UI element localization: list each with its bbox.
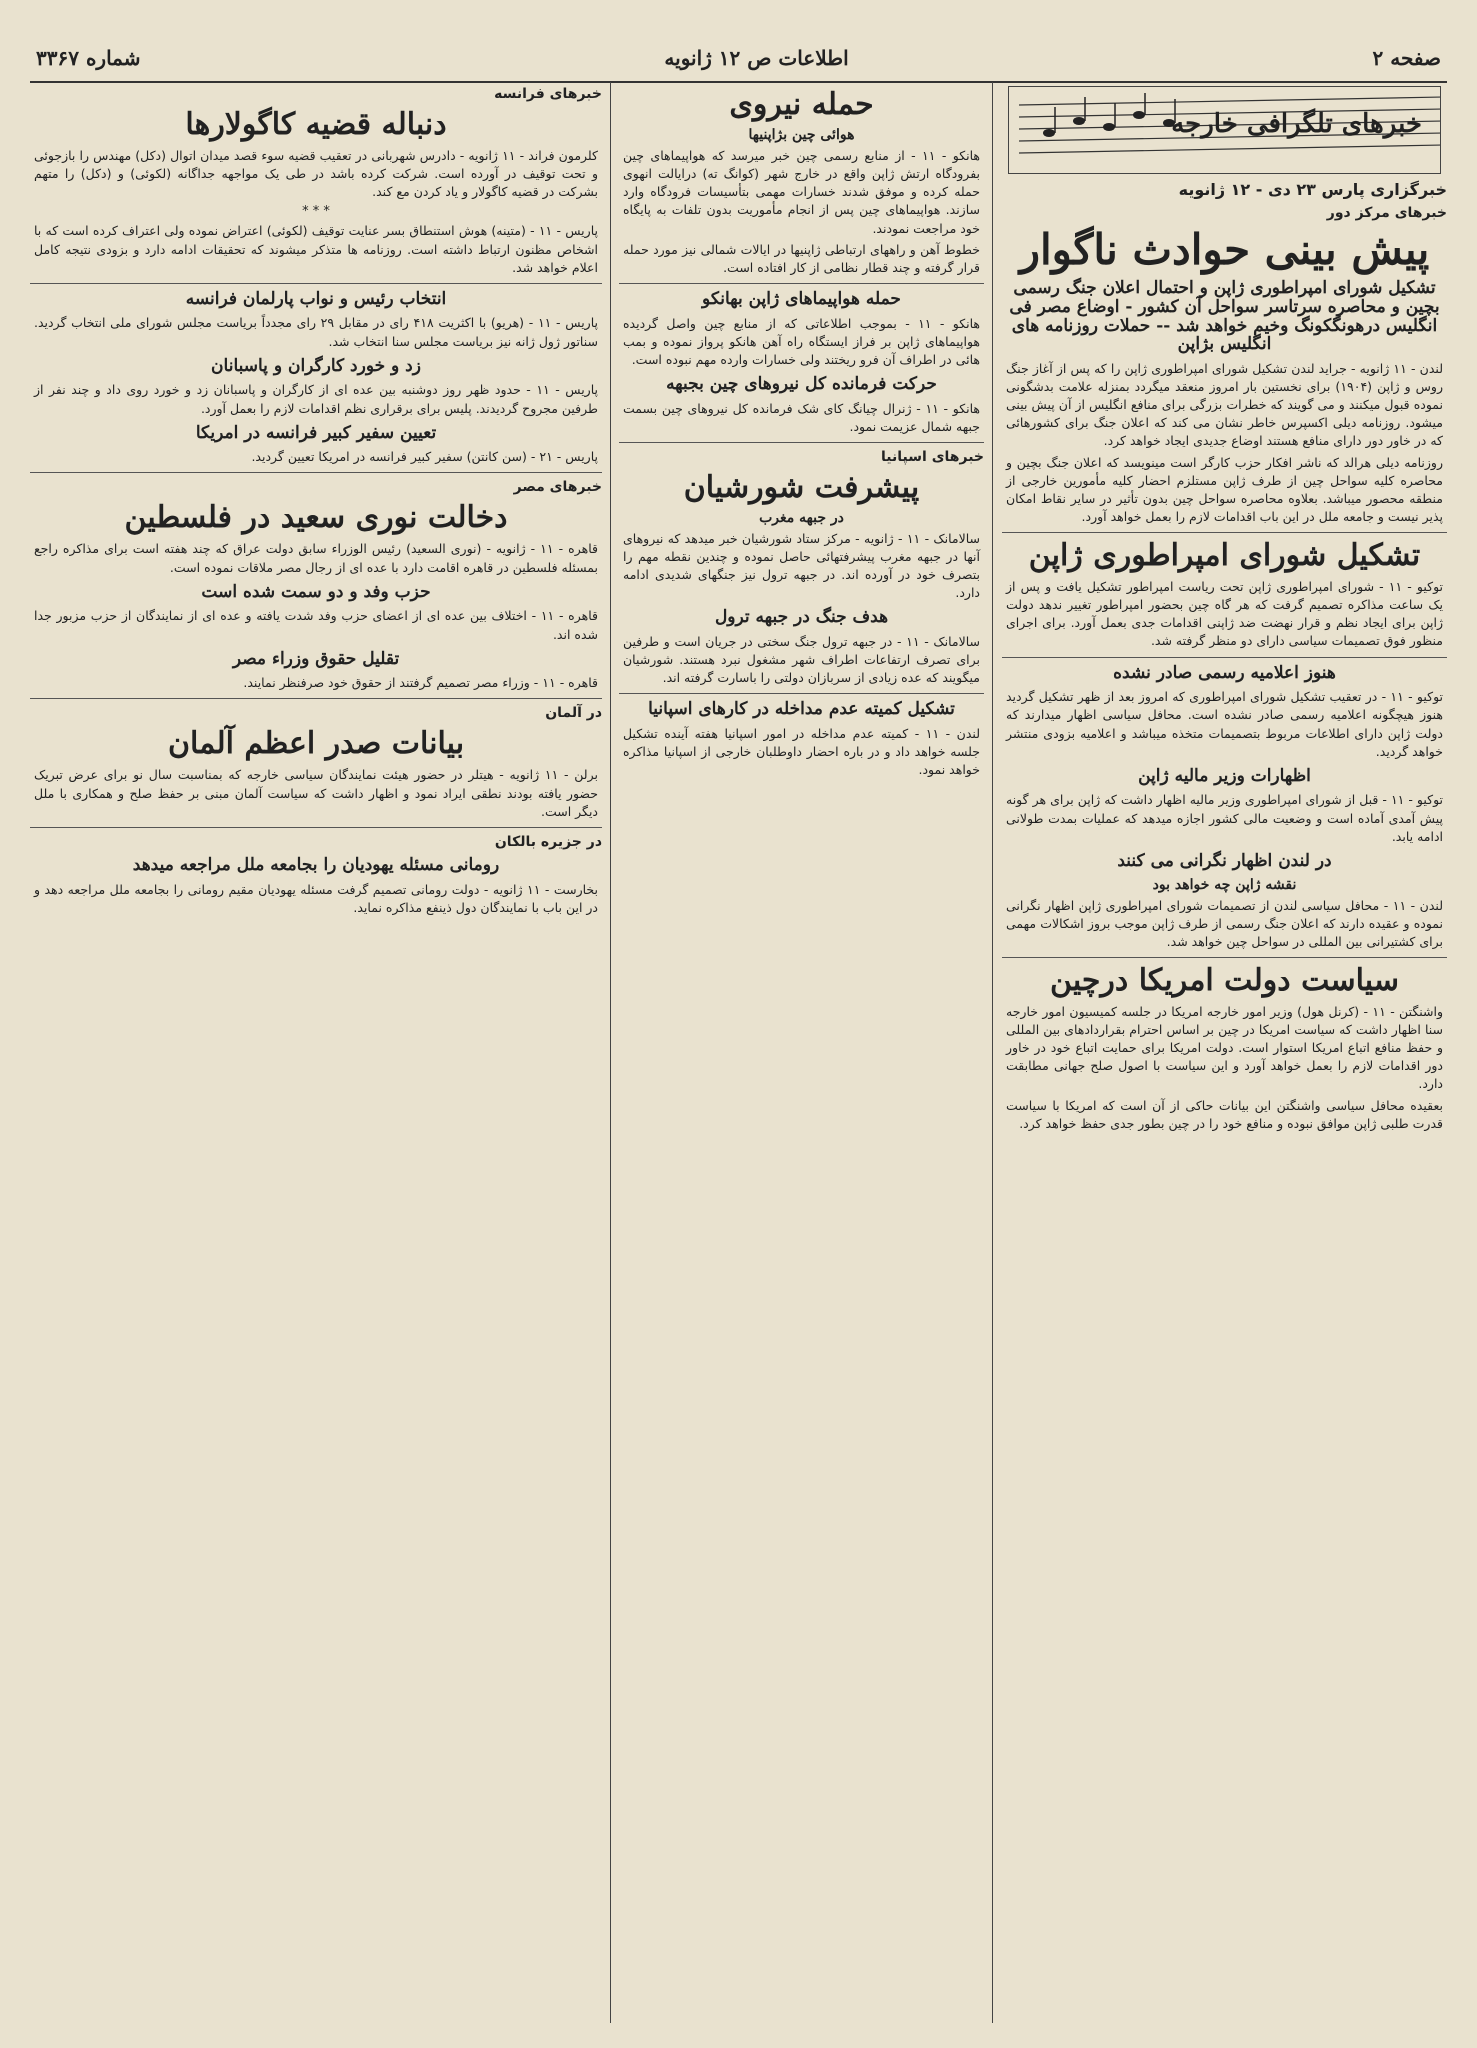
article-body: هانکو - ۱۱ - ژنرال چیانگ کای شک فرمانده کل نیروهای چین بسمت جبهه شمال عزیمت نمود.	[623, 400, 980, 434]
headline-main: دنباله قضیه کاگولارها	[185, 107, 447, 142]
article-body: پاریس - ۱۱ - حدود ظهر روز دوشنبه بین عده ای از کارگران و پاسبانان زد و خورد روی داد و چند نفر از طرفین مجروح گردیدند. پلیس برای برقراری نظم اقدامات لازم را بعمل آورد.	[34, 382, 598, 416]
headline: تقلیل حقوق وزراء مصر	[232, 648, 400, 669]
headline: هنوز اعلامیه رسمی صادر نشده	[1113, 662, 1336, 683]
divider	[619, 283, 984, 284]
article-body: هانکو - ۱۱ - بموجب اطلاعاتی که از منابع چین واصل گردیده هواپیماهای ژاپن بر فراز ایستگاه راه آهن هانکو پرواز نموده و بمب هائی در اطراف آن فرو ریختند ولی خسارات وارده مهم نبوده است.	[623, 315, 980, 367]
article-body: واشنگتن - ۱۱ - (کرنل هول) وزیر امور خارجه امریکا در جلسه کمیسیون امور خارجه سنا اظهار داشت که سیاست امریکا در چین بر اساس احترام بقراردادهای بین المللی و حفظ منافع اتباع امریکا استوار است. دولت امریکا برای حمایت اتباع خود در خاور دور اقدامات لازم را بعمل خواهد آورد و این سیاست با اصول صلح جهانی مطابقت دارد.	[1006, 1003, 1444, 1092]
headline: حزب وفد و دو سمت شده است	[201, 581, 431, 602]
section-label: خبرهای فرانسه	[494, 86, 602, 102]
article-body: پاریس - ۲۱ - (سن کانتن) سفیر کبیر فرانسه در امریکا تعیین گردید.	[251, 449, 598, 465]
column-rule-right	[992, 82, 993, 2023]
paper-date: اطلاعات ص ۱۲ ژانویه	[664, 46, 849, 70]
headline: در لندن اظهار نگرانی می کنند	[1117, 850, 1332, 871]
divider	[619, 442, 984, 443]
column-left	[30, 82, 602, 2023]
article-body: بعقیده محافل سیاسی واشنگتن این بیانات حاکی از آن است که امریکا با سیاست قدرت طلبی ژاپن موافق نبوده و منافع خود را در چین بطور جدی حفظ خواهد کرد.	[1006, 1097, 1443, 1131]
article-body: توکیو - ۱۱ - شورای امپراطوری ژاپن تحت ریاست امپراطور تشکیل یافت و پس از یک ساعت مذاکره تصمیم گرفت که هر گاه چین بحضور امپراطور تغییر ندهد دولت ژاپن برای ایجاد نظم و قرار نهضت ضد ژاپنی اقدامات جدی بعمل آورد. برای اجرای منظور فوق تصمیمات سیاسی دارای دو منظر گرفته شد.	[1006, 579, 1444, 649]
article-body: قاهره - ۱۱ - اختلاف بین عده ای از اعضای حزب وفد شدت یافته و عده ای از نمایندگان از حزب مزبور جدا شده اند.	[34, 608, 599, 642]
article-body: لندن - ۱۱ - محافل سیاسی لندن از تصمیمات شورای امپراطوری ژاپن اظهار نگرانی نموده و عقیده دارند که اعلان جنگ رسمی از طرف ژاپن موجب بروز اشکالات مهمی برای کشتیرانی بین المللی در سواحل چین خواهد شد.	[1006, 897, 1443, 949]
section-label: در آلمان	[545, 705, 602, 722]
issue-number: شماره ۳۳۶۷	[36, 46, 141, 70]
headline-sub: نقشه ژاپن چه خواهد بود	[1152, 876, 1297, 893]
page-number: صفحه ۲	[1372, 46, 1441, 70]
headline-main: پیش بینی حوادث ناگوار	[1019, 225, 1430, 274]
headline: دخالت نوری سعید در فلسطین	[124, 500, 508, 536]
section-label: خبرهای اسپانیا	[881, 448, 984, 465]
article-body: توکیو - ۱۱ - قبل از شورای امپراطوری وزیر مالیه اظهار داشت که ژاپن برای هر گونه پیش آمدی آماده است و وضعیت مالی کشور اجازه میدهد که عملیات بمدت طولانی ادامه یابد.	[1006, 792, 1444, 844]
masthead	[30, 35, 1447, 83]
article-body: سالامانک - ۱۱ - ژانویه - مرکز ستاد شورشیان خبر میدهد که نیروهای آنها در جبهه مغرب پیشرفتهائی حاصل نموده و چندین نقطه مهم را بتصرف خود در آورده اند. در جبهه ترول نیز جنگهای شدیدی ادامه دارد.	[623, 530, 981, 601]
headline-sub: هوائی چین بژاپنیها	[748, 127, 855, 143]
article-body: پاریس - ۱۱ - (هریو) با اکثریت ۴۱۸ رای در مقابل ۲۹ رای مجدداً بریاست مجلس شورای ملی انتخاب گردید. سناتور ژول ژانه نیز بریاست مجلس سنا انتخاب شد.	[34, 315, 598, 349]
article-body: قاهره - ۱۱ - وزراء مصر تصمیم گرفتند از حقوق خود صرفنظر نمایند.	[243, 675, 598, 691]
article-body: برلن - ۱۱ ژانویه - هیتلر در حضور هیئت نمایندگان سیاسی خارجه که بمناسبت سال نو برای عرض تبریک حضور یافته بودند نطقی ایراد نمود و اظهار داشت که سیاست آلمان مبنی بر حفظ صلح و همکاری با ملل دیگر است.	[34, 767, 598, 819]
divider	[30, 283, 602, 284]
article-body: کلرمون فراند - ۱۱ ژانویه - دادرس شهربانی در تعقیب قضیه سوء قصد میدان اتوال (دکل) مهندس را بازجوئی و تحت توقیف در آورده است. شرکت کرده باشد در طی یک مواجهه جداگانه (لکوئی) و (دکل) را متهم بشرکت در قضیه کاگولار و یاد کردن مع کند.	[34, 148, 598, 200]
article-body: خطوط آهن و راههای ارتباطی ژاپنیها در ایالات شمالی نیز مورد حمله قرار گرفته و چند قطار نظامی از کار افتاده است.	[623, 241, 980, 275]
headline: تشکیل کمیته عدم مداخله در کارهای اسپانیا	[648, 699, 955, 720]
headline: حرکت فرمانده کل نیروهای چین بجبهه	[666, 373, 937, 394]
section-label: در جزیره بالکان	[494, 833, 602, 850]
headline-sub: در جبهه مغرب	[759, 509, 844, 526]
article-body: روزنامه دیلی هرالد که ناشر افکار حزب کارگر است مینویسد که اعلان جنگ بچین و محاصره کلیه سواحل چین از طرف ژاپن مستلزم احضار کلیه مأمورین خارجی از منطقه محصور میباشد. بعلاوه محاصره سواحل چین بدون تأثیر در سایر نقاط امکان پذیر نیست و جامعه ملل در این باب اقدامات لازم را بعمل خواهد آورد.	[1006, 454, 1443, 524]
article-body: هانکو - ۱۱ - از منابع رسمی چین خبر میرسد که هواپیماهای چین بفرودگاه ارتش ژاپن واقع در خارج شهر (کوانگ ته) درایالت انهوی حمله کرده و موفق شدند خسارات مهمی بتأسیسات فرودگاه وارد سازند. هواپیماهای چین پس از انجام مأموریت بدون تلفات به پایگاه خود مراجعت نمودند.	[623, 148, 980, 236]
article-body: لندن - ۱۱ ژانویه - جراید لندن تشکیل شورای امپراطوری ژاپن را که پس از آغاز جنگ روس و ژاپن (۱۹۰۴) برای نخستین بار امروز منعقد میگردد بمنزله علامت بدشگونی نموده قبول میکنند و می گویند که خطرات بزرگی برای منافع انگلیس از آن پیش بینی میشود. روزنامه دیلی اکسپرس خاطر نشان می کند که اعلان جنگ برای کشورهائی که در خاور دور دارای منافع هستند اوضاع جدیدی ایجاد خواهد کرد.	[1006, 360, 1444, 449]
ornament: * * *	[302, 204, 330, 220]
headline: بیانات صدر اعظم آلمان	[167, 726, 465, 762]
divider	[30, 698, 602, 699]
headline: هدف جنگ در جبهه ترول	[714, 607, 889, 628]
headline-main: حمله نیروی	[729, 87, 874, 122]
divider	[619, 693, 984, 694]
headline: تعیین سفیر کبیر فرانسه در امریکا	[195, 422, 437, 443]
headline: اظهارات وزیر مالیه ژاپن	[1138, 765, 1311, 786]
headline: پیشرفت شورشیان	[683, 469, 920, 505]
subsection-label: خبرهای مرکز دور	[1326, 205, 1447, 221]
article-body: بخارست - ۱۱ ژانویه - دولت رومانی تصمیم گرفت مسئله یهودیان مقیم رومانی را بجامعه ملل مراجعه دهد و در این باب با نمایندگان دول ذینفع مذاکره نماید.	[34, 881, 598, 915]
section-label: خبرهای مصر	[513, 479, 602, 496]
divider	[30, 472, 602, 473]
article-body: توکیو - ۱۱ - در تعقیب تشکیل شورای امپراطوری که امروز بعد از ظهر تشکیل گردید هنوز هیچگونه اعلامیه رسمی صادر نشده است. محافل سیاسی اظهار میدارند که دولت ژاپن دارای اطلاعات مربوط بتصمیمات متخذه میباشد و اعلامیه بزودی منتشر خواهد گردید.	[1006, 689, 1443, 759]
headline: تشکیل شورای امپراطوری ژاپن	[1028, 538, 1421, 574]
article-body: پاریس - ۱۱ - (متینه) هوش استنطاق بسر عنایت توقیف (لکوئی) اعتراض نموده ولی اعتراف کرده است که با اشخاص مظنون ارتباط داشته است. روزنامه ها متذکر میشوند که تحقیقات ادامه دارد و بزودی نتیجه کامل اعلام خواهد شد.	[34, 223, 598, 275]
headline: حمله هواپیماهای ژاپن بهانکو	[702, 288, 901, 309]
divider	[1002, 957, 1447, 958]
headline: رومانی مسئله یهودیان را بجامعه ملل مراجعه میدهد	[132, 854, 500, 875]
headline: انتخاب رئیس و نواب پارلمان فرانسه	[185, 288, 447, 309]
column-rule-left	[610, 82, 611, 2023]
section-header-art	[1008, 86, 1441, 174]
divider	[30, 827, 602, 828]
divider	[1002, 657, 1447, 658]
divider	[1002, 532, 1447, 533]
column-right	[1002, 82, 1447, 2023]
column-middle	[619, 82, 984, 2023]
headline-deck: تشکیل شورای امپراطوری ژاپن و احتمال اعلان جنگ رسمی بچین و محاصره سرتاسر سواحل آن کشور - اوضاع مصر فی انگلیس درهونگکونگ وخیم خواهد شد -- حملات روزنامه های انگلیس بژاپن	[1009, 278, 1440, 355]
headline: زد و خورد کارگران و پاسبانان	[211, 355, 421, 376]
dateline: خبرگزاری پارس ۲۳ دی - ۱۲ ژانویه	[1178, 180, 1447, 199]
headline: سیاست دولت امریکا درچین	[1050, 962, 1399, 998]
article-body: قاهره - ۱۱ - ژانویه - (نوری السعید) رئیس الوزراء سابق دولت عراق که چند هفته است برای مذاکره راجع بمسئله فلسطین در قاهره اقامت دارد با عده ای از رجال مصر ملاقات نموده است.	[34, 541, 598, 575]
section-title: خبرهای تلگرافی خارجه	[1171, 109, 1422, 139]
article-body: لندن - ۱۱ - کمیته عدم مداخله در امور اسپانیا هفته آینده تشکیل جلسه خواهد داد و در باره احضار داوطلبان خارجی از اسپانیا مذاکره خواهد نمود.	[623, 726, 981, 778]
article-body: سالامانک - ۱۱ - در جبهه ترول جنگ سختی در جریان است و طرفین برای تصرف ارتفاعات اطراف شهر مشغول نبرد هستند. شورشیان میگویند که عده زیادی از سربازان دولتی را باسارت گرفته اند.	[623, 634, 980, 686]
